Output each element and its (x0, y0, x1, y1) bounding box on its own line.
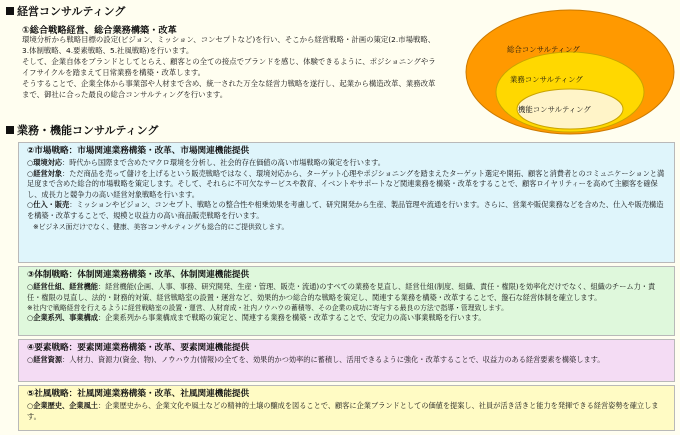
culture-strategy-box (18, 385, 675, 431)
structure-item-management: ○経営仕組、経営機能：経営機能(企画、人事、事務、研究開発、生産・管理、販売・流通)のすべての業務を見直し、経営仕組(制度、組織、責任・権限)を効率化だけでなく、組織のチーム力・責任・権限の見直し、法的・財務的対策、経営戦略室の設置・運営など、効果的かつ総合的な戦略を策定し、関連する業務を構築・改革することで、盤石な経営体制を確立します。 (27, 282, 656, 302)
structure-note: ※社内で戦略経営を行えるように経営戦略室の設置・運営、人材育成・社内ノウハウの蓄積等、その企業の成功に寄与する最良の方法で指導・管理致します。 (27, 304, 508, 313)
market-strategy-title: ②市場戦略：市場関連業務構築・改革、市場関連機能提供 (27, 146, 250, 156)
consulting-scope-diagram (458, 5, 680, 142)
structure-strategy-title: ③体制戦略：体制関連業務構築・改革、体制関連機能提供 (27, 270, 250, 280)
section-heading-business-function: 業務・機能コンサルティング (6, 124, 158, 137)
subheading-total-strategy: ①総合戦略経営、総合業務構築・改革 (22, 25, 177, 36)
diagram-label-function: 機能コンサルティング (518, 105, 591, 114)
square-bullet-icon (6, 7, 14, 15)
section-heading-management: 経営コンサルティング (6, 5, 125, 18)
culture-item-history: ○企業歴史、企業風土：企業歴史から、企業文化や風土などの精神的土壌の醸成を図ることで、顧客に企業ブランドとしての価値を提案し、社員が活き活きと能力を発揮できる経営姿勢を確立します。 (27, 401, 659, 421)
element-strategy-box (18, 339, 675, 382)
structure-item-affiliates: ○企業系列、事業構成：企業系列から事業構成まで戦略の策定と、関連する業務を構築・改革することで、安定力の高い事業戦略を行います。 (27, 313, 486, 323)
element-item-resources: ○経営資源：人材力、資源力(資金、物)、ノウハウ力(情報)の全てを、効果的かつ効率的に蓄積し、活用できるように強化・改革することで、収益力のある経営要素を構築します。 (27, 355, 605, 364)
intro-paragraph-2: そして、企業自体をブランドとしてとらえ、顧客との全ての接点でブランドを感じ、体験できるように、ポジショニングやライフサイクルを踏まえて日常業務を構築・改革します。 (22, 57, 436, 77)
market-strategy-box (18, 142, 675, 263)
market-item-environment: ○環境対応：時代から国際まで含めたマクロ環境を分析し、社会的存在価値の高い市場戦略の策定を行います。 (27, 158, 385, 167)
structure-strategy-box (18, 266, 675, 336)
diagram-label-total: 総合コンサルティング (507, 45, 580, 54)
intro-paragraph-1: 環境分析から戦略目標の設定(ビジョン、ミッション、コンセプトなど)を行い、そこから経営戦略・計画の策定(2.市場戦略、3.体制戦略、4.要素戦略、5.社風戦略)を行います。 (22, 35, 436, 55)
market-item-target: ○経営対象：ただ商品を売って儲けを上げるという販売戦略ではなく、環境対応から、ターゲット心理やポジショニングを踏まえたターゲット選定や開拓、顧客と消費者とのコミュニケーションと満足度まで含めた総合的市場戦略を策定します。そして、それらに不可欠なサービスや教育、イベントやサポートなど関連業務を構築・改革をすることで、顧客ロイヤリティーを高めて主顧客を確保し、成長力と競争力の高い経営対象戦略を行います。 (27, 168, 665, 199)
diagram-label-business: 業務コンサルティング (510, 75, 583, 84)
market-item-purchase-sales: ○仕入・販売：ミッションやビジョン、コンセプト、戦略との整合性や相乗効果を考慮して、研究開発から生産、製品管理や流通を行います。さらに、営業や販促業務などを含めた、仕入や販売構造を構築・改革することで、規模と収益力の高い商品販売戦略を行います。 (27, 200, 664, 220)
culture-strategy-title: ⑤社風戦略：社風関連業務構築・改革、社風関連機能提供 (27, 389, 250, 399)
element-strategy-title: ④要素戦略：要素関連業務構築・改革、要素関連機能提供 (27, 343, 250, 353)
intro-paragraph-3: そうすることで、企業全体から事業部や人材まで含め、統一された万全な経営力戦略を遂行し、起業から構造改革、業務改革まで、御社に合った最良の総合コンサルティングを行います。 (22, 79, 436, 99)
market-note: ※ビジネス面だけでなく、健康、美容コンサルティングも総合的にご提供致します。 (33, 222, 289, 231)
square-bullet-icon (6, 126, 14, 134)
